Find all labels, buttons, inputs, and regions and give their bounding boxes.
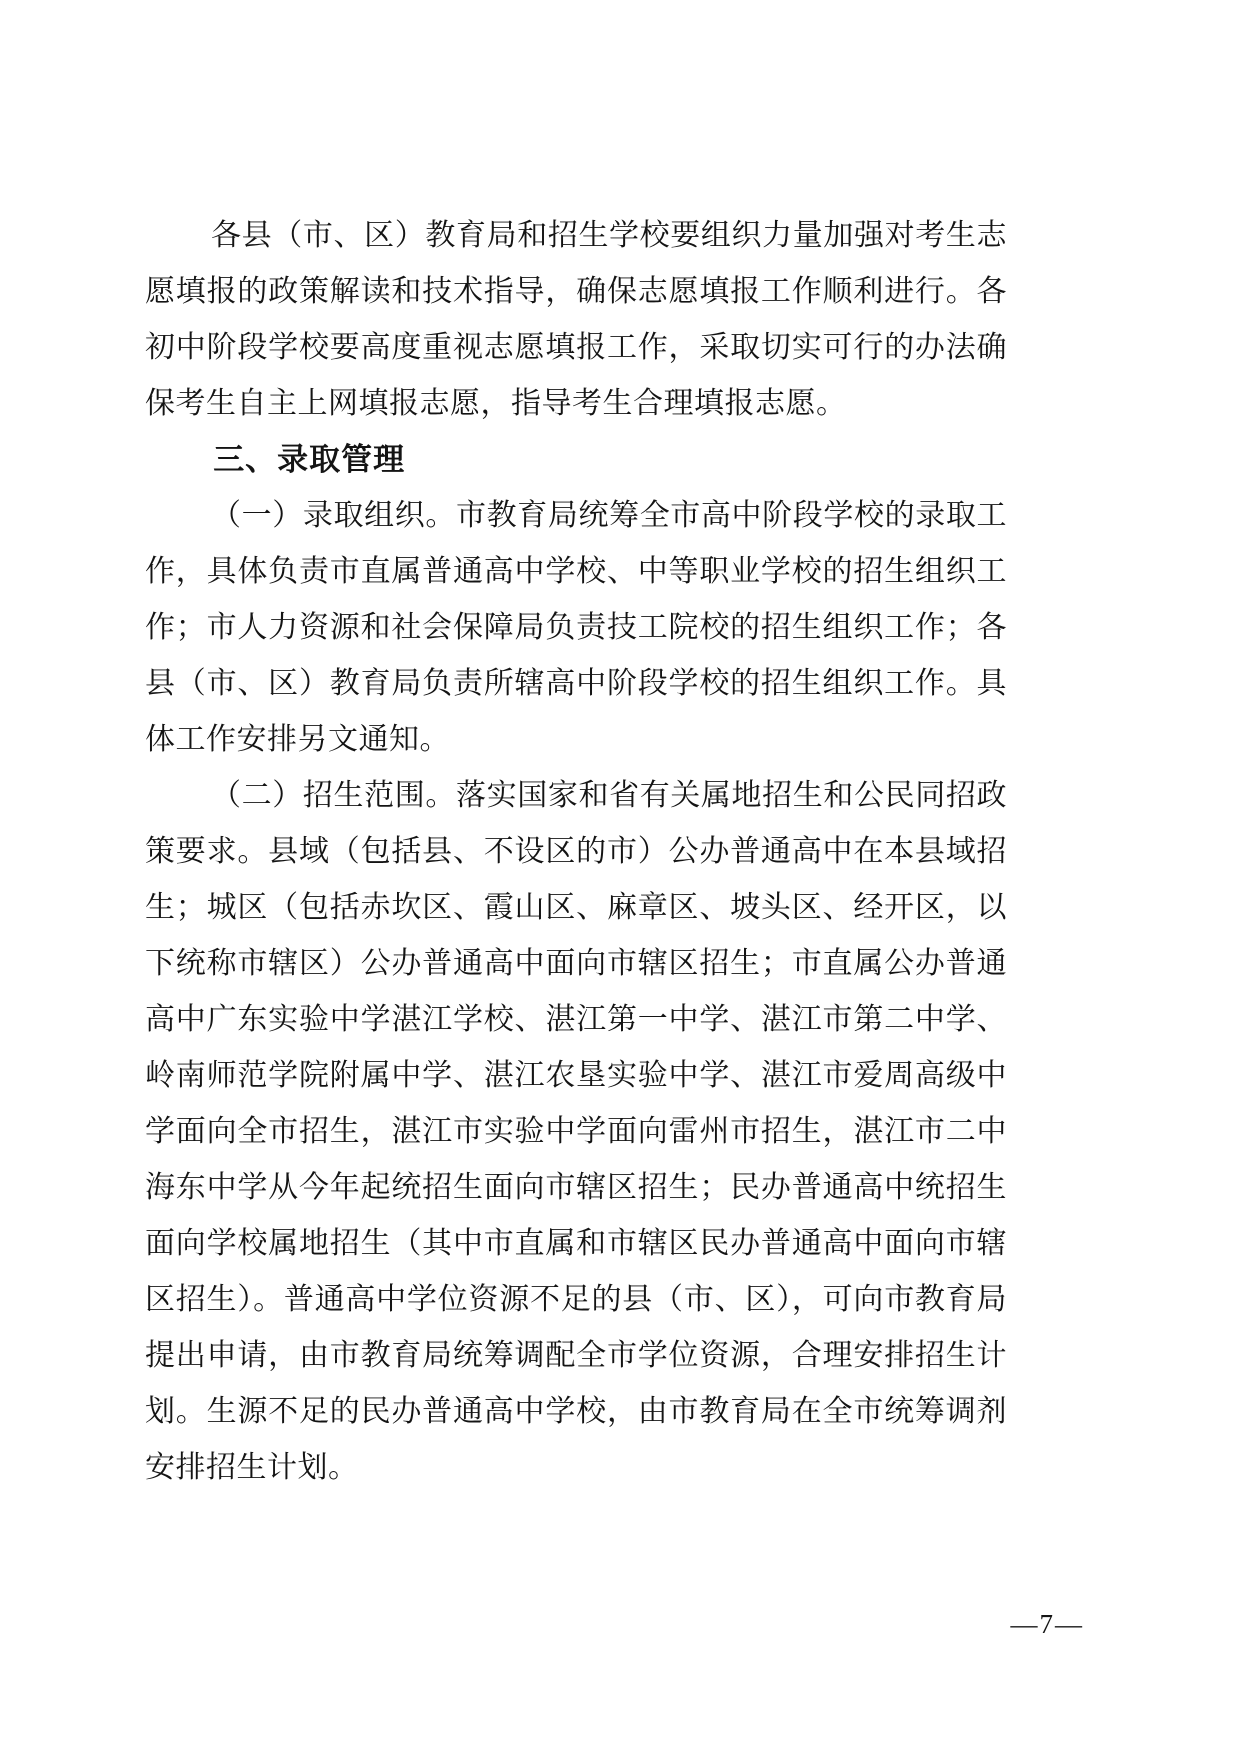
page-number: —7— [1010, 1609, 1084, 1639]
item-2-body: 落实国家和省有关属地招生和公民同招政策要求。县域（包括县、不设区的市）公办普通高中在本县域招生；城区（包括赤坎区、霞山区、麻章区、坡头区、经开区，以下统称市辖区）公办普通高中面向市辖区招生；市直属公办普通高中广东实验中学湛江学校、湛江第一中学、湛江市第二中学、岭南师范学院附属中学、湛江农垦实验中学、湛江市爱周高级中学面向全市招生，湛江市实验中学面向雷州市招生，湛江市二中海东中学从今年起统招生面向市辖区招生；民办普通高中统招生面向学校属地招生（其中市直属和市辖区民办普通高中面向市辖区招生）。普通高中学位资源不足的县（市、区），可向市教育局提出申请，由市教育局统筹调配全市学位资源，合理安排招生计划。生源不足的民办普通高中学校，由市教育局在全市统筹调剂安排招生计划。 [145, 779, 1008, 1484]
section-heading: 三、录取管理 [213, 442, 406, 477]
item-2-lead: （二）招生范围。 [211, 779, 456, 812]
document-text-block [145, 208, 1007, 1496]
item-1-body: 市教育局统筹全市高中阶段学校的录取工作，具体负责市直属普通高中学校、中等职业学校的招生组织工作；市人力资源和社会保障局负责技工院校的招生组织工作；各县（市、区）教育局负责所辖高中阶段学校的招生组织工作。具体工作安排另文通知。 [145, 499, 1008, 756]
intro-paragraph: 各县（市、区）教育局和招生学校要组织力量加强对考生志愿填报的政策解读和技术指导，确保志愿填报工作顺利进行。各初中阶段学校要高度重视志愿填报工作，采取切实可行的办法确保考生自主上网填报志愿，指导考生合理填报志愿。 [145, 219, 1007, 420]
item-1-lead: （一）录取组织。 [211, 499, 456, 532]
item-1-paragraph [145, 488, 1007, 768]
item-2-paragraph [145, 768, 1007, 1496]
